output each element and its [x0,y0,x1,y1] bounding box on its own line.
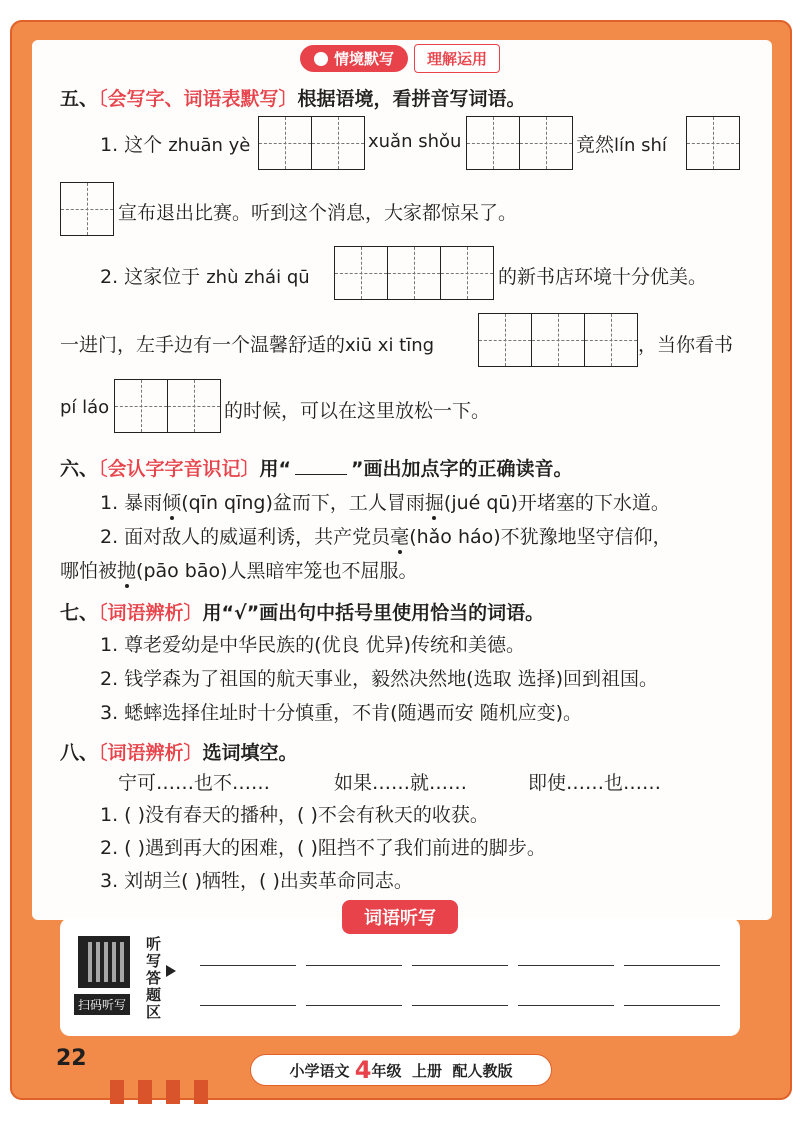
s5-line3-suffix: 的新书店环境十分优美。 [498,266,708,288]
badge-label: 情境默写 [333,50,394,68]
top-banner [0,44,800,70]
s5-line4-prefix: 一进门，左手边有一个温馨舒适的xiū xi tīng [60,334,435,356]
s8-q3: 3. 刘胡兰( )牺牲，( )出卖革命同志。 [100,870,413,892]
pinyin-xuanshou: xuǎn shǒu [368,131,462,152]
section-7-heading: 七、〔词语辨析〕用“√”画出句中括号里使用恰当的词语。 [60,602,545,624]
answer-grid-xuanshou[interactable] [466,116,573,170]
section-8-heading: 八、〔词语辨析〕选词填空。 [60,742,298,764]
s8-option-2: 如果……就…… [334,772,468,794]
answer-grid-zhuzhaiqu[interactable] [334,246,494,300]
dictation-line[interactable] [624,1005,720,1006]
dictation-line[interactable] [518,965,614,966]
s5-line3-prefix: 2. 这家位于 zhù zhái qū [100,266,310,288]
decor-stripe [166,1080,180,1104]
section-5-tag: 〔会写字、词语表默写〕 [98,88,298,110]
section-5-heading: 五、〔会写字、词语表默写〕根据语境，看拼音写词语。 [60,88,526,110]
s8-option-3: 即使……也…… [528,772,662,794]
dictation-line[interactable] [306,965,402,966]
dictation-line[interactable] [412,1005,508,1006]
dictation-area-label: 听写答题区 [146,935,162,1021]
decor-stripe [138,1080,152,1104]
s5-line1-prefix: 1. 这个 zhuān yè [100,134,251,156]
page-number: 22 [56,1046,87,1071]
answer-grid-linshi[interactable] [686,116,740,170]
s8-option-1: 宁可……也不…… [118,772,271,794]
section-6-heading: 六、〔会认字字音识记〕用“ ”画出加点字的正确读音。 [60,458,573,480]
s8-q1: 1. ( )没有春天的播种，( )不会有秋天的收获。 [100,804,489,826]
s5-line4-suffix: ，当你看书 [638,334,734,356]
badge-icon [314,52,328,66]
answer-grid-pilao[interactable] [114,379,221,433]
pinyin-pilao: pí láo [60,397,110,418]
dictation-line[interactable] [306,1005,402,1006]
dictation-title: 词语听写 [0,900,800,934]
decor-stripe [110,1080,124,1104]
s5-line2: 宣布退出比赛。听到这个消息，大家都惊呆了。 [118,202,518,224]
s5-line5-suffix: 的时候，可以在这里放松一下。 [224,400,491,422]
dictation-line[interactable] [200,1005,296,1006]
s8-q2: 2. ( )遇到再大的困难，( )阻挡不了我们前进的脚步。 [100,837,546,859]
s7-q3: 3. 蟋蟀选择住址时十分慎重，不肯(随遇而安 随机应变)。 [100,702,583,724]
s6-q2: 2. 面对敌人的威逼利诱，共产党员毫(hǎo háo)不犹豫地坚守信仰， [100,522,672,549]
s7-q2: 2. 钱学森为了祖国的航天事业，毅然决然地(选取 选择)回到祖国。 [100,668,659,690]
dictation-line[interactable] [412,965,508,966]
s6-q1: 1. 暴雨倾(qīn qīng)盆而下，工人冒雨掘(jué qū)开堵塞的下水道。 [100,488,670,515]
play-arrow-icon [166,965,176,977]
decor-stripe [194,1080,208,1104]
answer-grid-xiuxiting[interactable] [478,313,638,367]
dictation-line[interactable] [518,1005,614,1006]
section-badge-secondary: 理解运用 [414,44,500,73]
scan-label: 扫码听写 [74,994,130,1015]
answer-grid-zhuanye[interactable] [258,116,365,170]
s7-q1: 1. 尊老爱幼是中华民族的(优良 优异)传统和美德。 [100,634,526,656]
s6-q3: 哪怕被抛(pāo bāo)人黑暗牢笼也不屈服。 [60,556,418,583]
dictation-line[interactable] [624,965,720,966]
s5-line1-suffix: 竟然lín shí [576,134,667,156]
qr-code-icon[interactable] [78,936,130,988]
section-badge [300,45,408,72]
footer-book-info: 小学语文 4年级 上册 配人教版 [250,1054,552,1086]
answer-grid-linshi-2[interactable] [60,182,114,236]
dictation-line[interactable] [200,965,296,966]
